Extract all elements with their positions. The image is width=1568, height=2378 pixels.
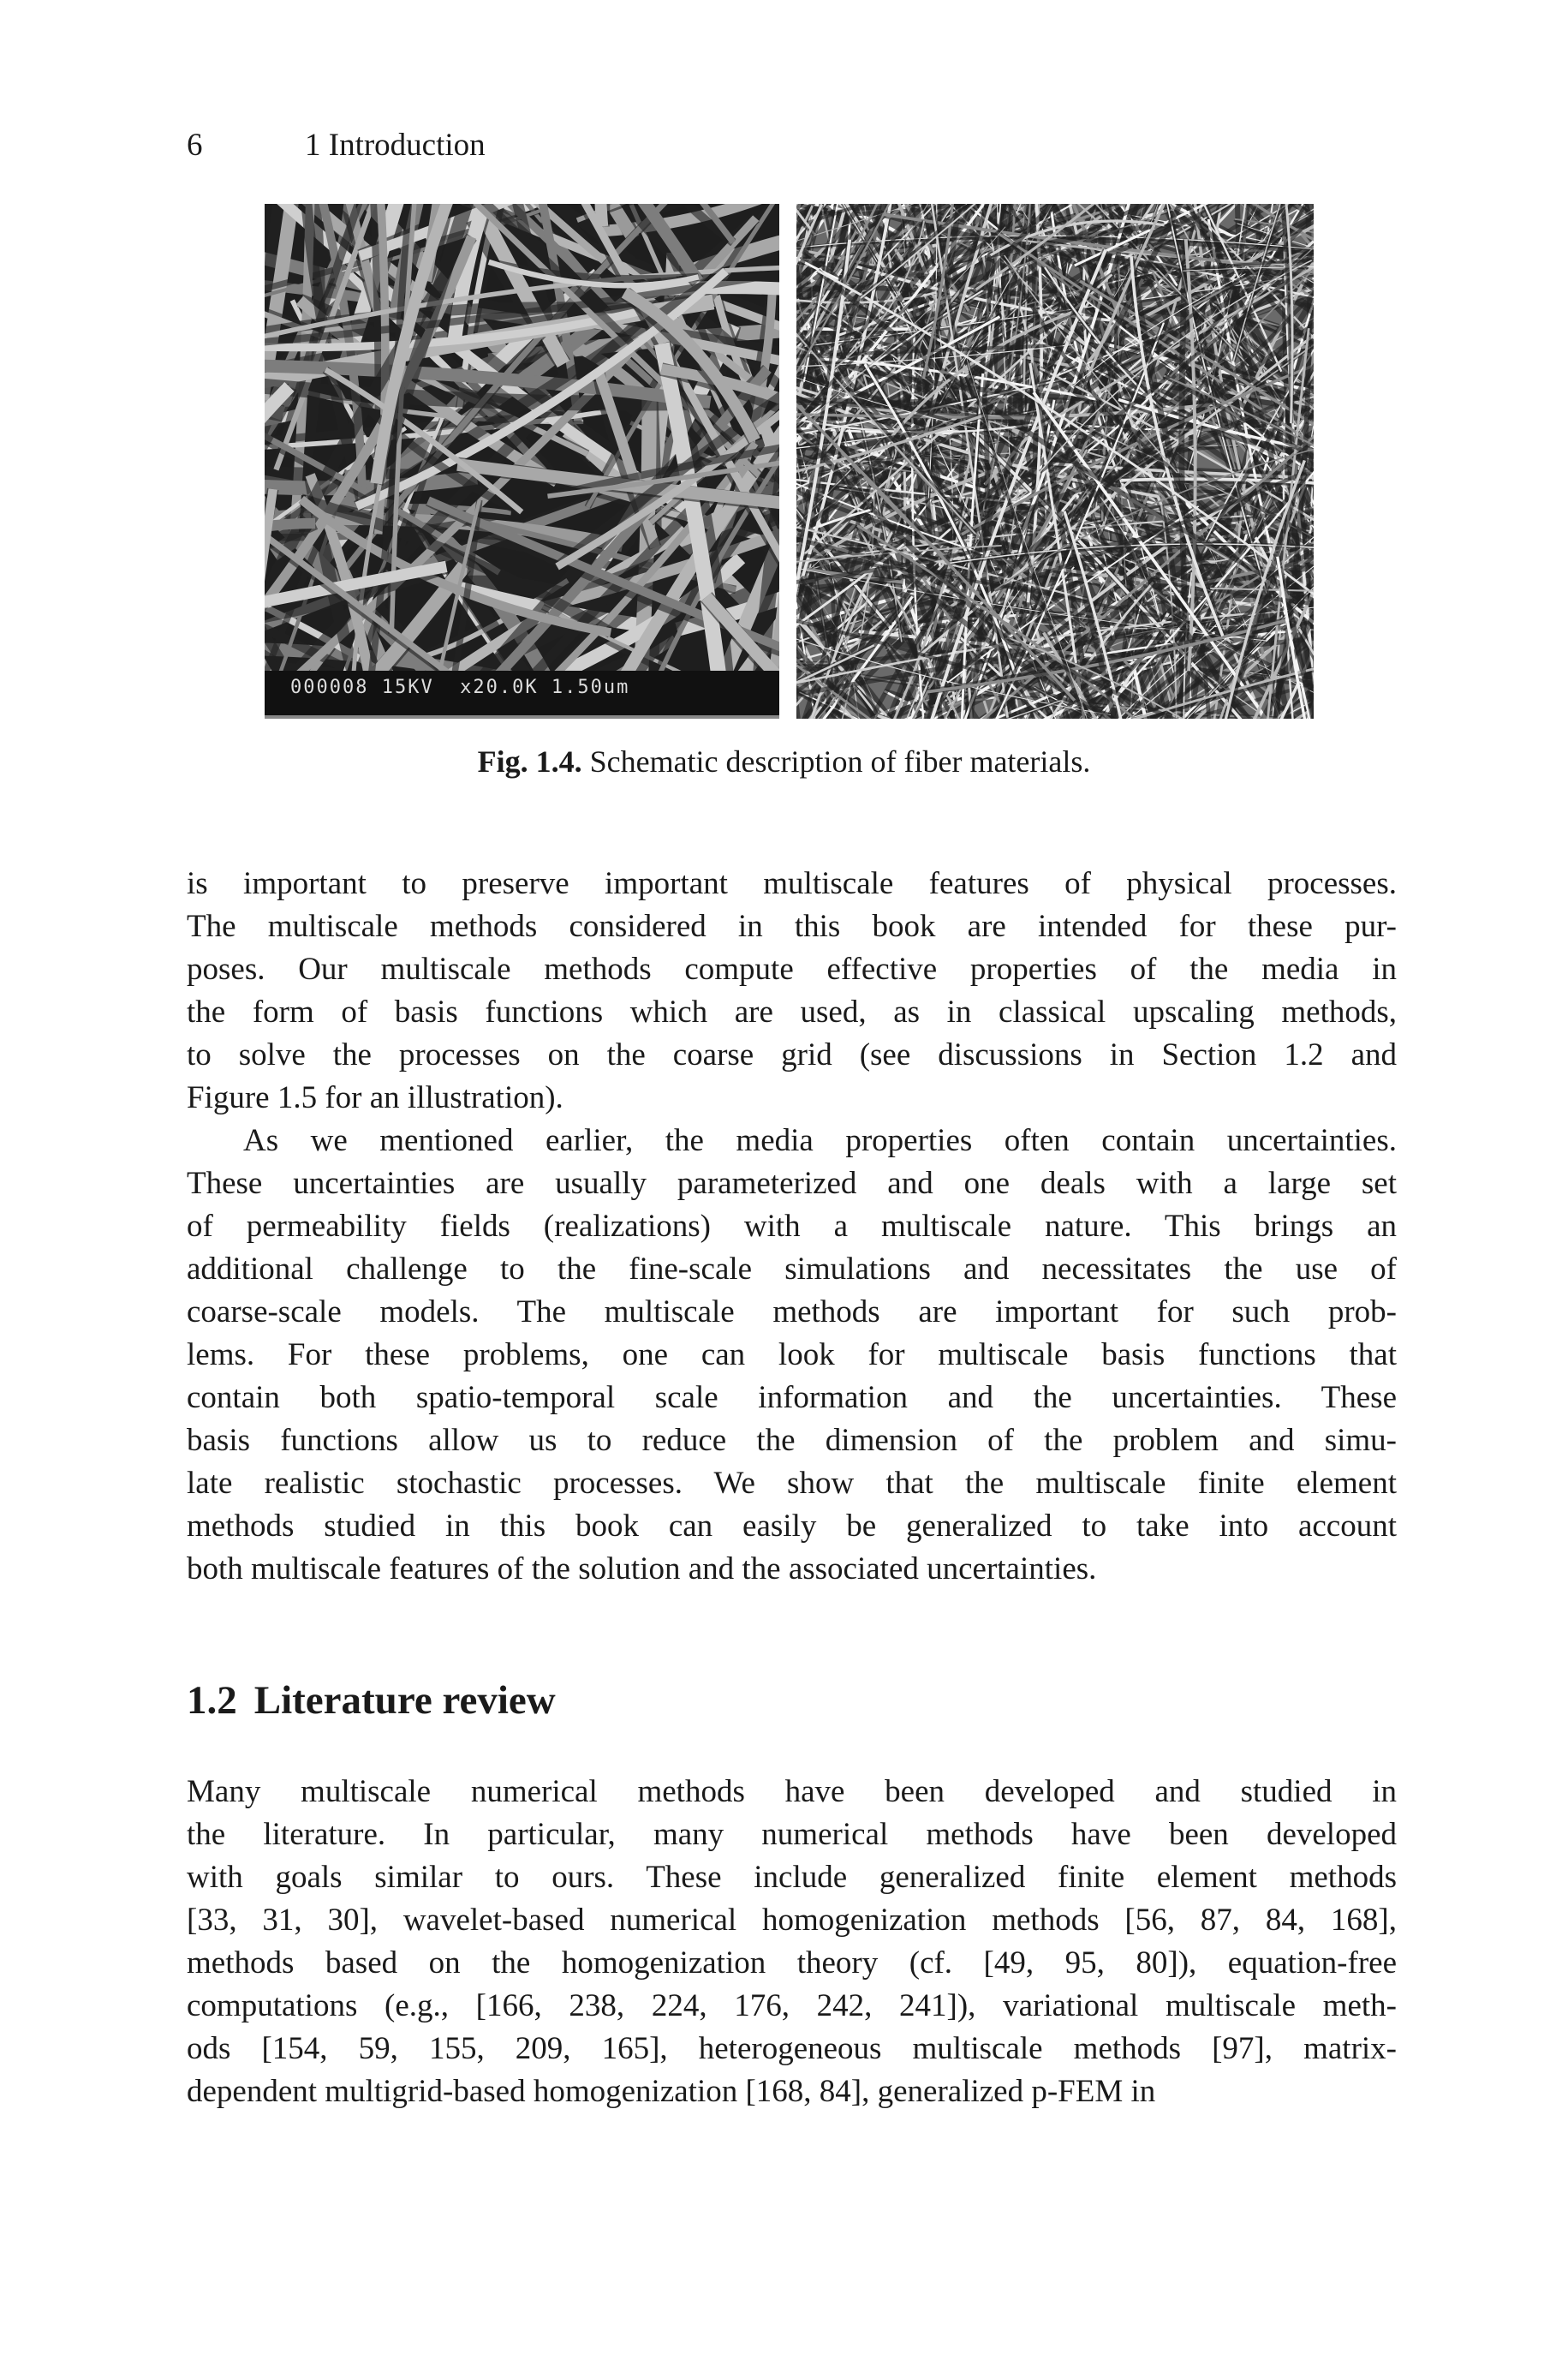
text-line: of permeability fields (realizations) with a multiscale nature. This brings an <box>187 1209 1397 1244</box>
text-line: coarse-scale models. The multiscale methods are important for such prob- <box>187 1294 1397 1329</box>
section-number: 1.2 <box>187 1678 237 1723</box>
paragraph-1 <box>187 863 1397 1120</box>
text-line: As we mentioned earlier, the media properties often contain uncertainties. <box>243 1123 1397 1158</box>
text-line: is important to preserve important multiscale features of physical processes. <box>187 866 1397 901</box>
sem-image-fine-fibers <box>796 204 1314 719</box>
text-line: basis functions allow us to reduce the dimension of the problem and simu- <box>187 1423 1397 1458</box>
figure-caption <box>0 744 1568 780</box>
section-title: Literature review <box>253 1678 556 1723</box>
text-line: Figure 1.5 for an illustration). <box>187 1080 563 1115</box>
paragraph-3 <box>187 1771 1397 2113</box>
section-heading <box>187 1677 556 1724</box>
text-line: [33, 31, 30], wavelet-based numerical homogenization methods [56, 87, 84, 168], <box>187 1903 1397 1938</box>
running-header: 1 Introduction <box>305 128 486 163</box>
text-line: with goals similar to ours. These include generalized finite element methods <box>187 1860 1397 1895</box>
text-line: the literature. In particular, many numerical methods have been developed <box>187 1817 1397 1852</box>
text-line: late realistic stochastic processes. We show that the multiscale finite element <box>187 1466 1397 1501</box>
sem-label: 000008 15KV x20.0K 1.50um <box>290 677 630 698</box>
paragraph-2 <box>187 1120 1397 1591</box>
text-line: ods [154, 59, 155, 209, 165], heterogeneous multiscale methods [97], matrix- <box>187 2031 1397 2066</box>
text-line: methods studied in this book can easily be generalized to take into account <box>187 1509 1397 1544</box>
text-line: additional challenge to the fine-scale simulations and necessitates the use of <box>187 1252 1397 1287</box>
text-line: methods based on the homogenization theory (cf. [49, 95, 80]), equation-free <box>187 1945 1397 1981</box>
text-line: dependent multigrid-based homogenization [168, 84], generalized p-FEM in <box>187 2074 1156 2109</box>
figure-caption-text: Schematic description of fiber materials. <box>589 744 1091 779</box>
text-line: poses. Our multiscale methods compute effective properties of the media in <box>187 952 1397 987</box>
text-line: computations (e.g., [166, 238, 224, 176, 242, 241]), variational multiscale meth- <box>187 1988 1397 2023</box>
text-line: These uncertainties are usually parameterized and one deals with a large set <box>187 1166 1397 1201</box>
sem-image-coarse-fibers <box>265 204 779 719</box>
figure-caption-label: Fig. 1.4. <box>477 744 582 779</box>
text-line: The multiscale methods considered in this book are intended for these pur- <box>187 909 1397 944</box>
text-line: contain both spatio-temporal scale information and the uncertainties. These <box>187 1380 1397 1415</box>
text-line: both multiscale features of the solution and the associated uncertainties. <box>187 1551 1097 1586</box>
text-line: lems. For these problems, one can look for multiscale basis functions that <box>187 1337 1397 1372</box>
text-line: to solve the processes on the coarse grid (see discussions in Section 1.2 and <box>187 1037 1397 1072</box>
text-line: the form of basis functions which are used, as in classical upscaling methods, <box>187 995 1397 1030</box>
page-number: 6 <box>187 128 203 163</box>
text-line: Many multiscale numerical methods have been developed and studied in <box>187 1774 1397 1809</box>
